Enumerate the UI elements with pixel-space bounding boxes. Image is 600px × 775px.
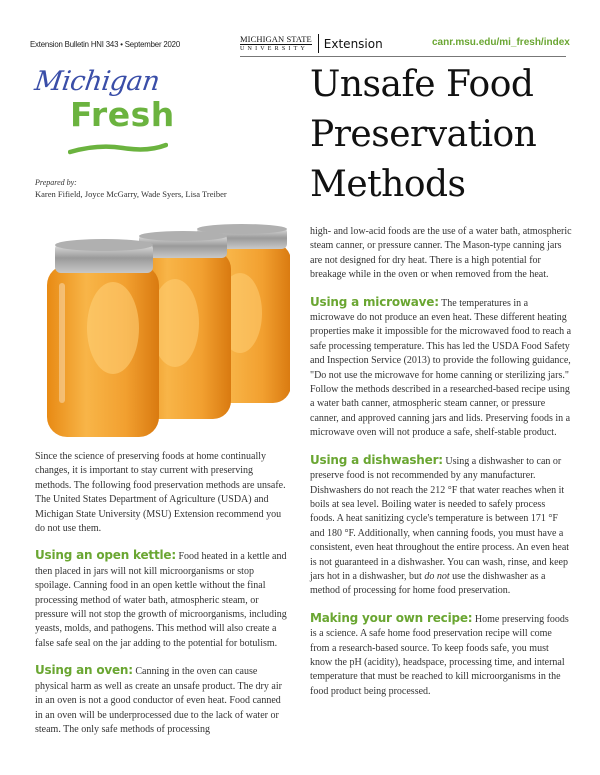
heading-open-kettle: Using an open kettle: <box>35 548 176 563</box>
jar-left <box>47 239 159 437</box>
body-dishwasher-2: use the dishwasher as a method of processing for home food preservation. <box>310 570 546 597</box>
website-link[interactable]: canr.msu.edu/mi_fresh/index <box>432 37 570 48</box>
authors-list: Karen Fifield, Joyce McGarry, Wade Syers, Lisa Treiber <box>35 189 227 199</box>
logo-fresh-text: Fresh <box>70 95 175 134</box>
heading-oven: Using an oven: <box>35 663 133 678</box>
intro-paragraph: Since the science of preserving foods at home continually changes, it is important to stay current with preserving methods. The following food preservation methods are unsafe. The United States Department of Agriculture (USDA) and Michigan State University (MSU) Extension recommend you do not use them. <box>35 451 286 535</box>
heading-recipe: Making your own recipe: <box>310 610 473 625</box>
logo-michigan-text: Michigan <box>32 66 162 97</box>
heading-microwave: Using a microwave: <box>310 294 439 309</box>
bulletin-info: Extension Bulletin HNI 343 • September 2020 <box>30 39 181 49</box>
title-line-1: Unsafe Food <box>310 64 534 105</box>
title-line-2: Preservation <box>310 114 537 155</box>
title-line-3: Methods <box>310 164 466 205</box>
logo-divider <box>318 34 319 53</box>
body-oven: Canning in the oven can cause physical harm as well as create an unsafe product. The dry air in an oven is not a good conductor of even heat. Food canned in an oven will be underprocessed due to the lack of water or steam. The only safe methods of processing <box>35 666 282 735</box>
left-column <box>35 450 290 749</box>
body-dishwasher-1: Using a dishwasher to can or preserve food is not recommended by any manufacturer. Dishwashers do not reach the 212 °F that water reaches when it boils at sea level. Boiling water is needed to safely process foods. A heat sanitizing cycle's temperature is between 171 °F and 180 °F. Additionally, when canning foods, you must have a consistent, even heat throughout the entire process. An even heat is not guaranteed in a dishwasher. You can wash, rinse, and keep jars hot in a dishwasher, but <box>310 455 570 582</box>
michigan-fresh-logo <box>32 62 175 157</box>
section-recipe <box>310 611 572 699</box>
body-open-kettle: Food heated in a kettle and then placed in jars will not kill microorganisms or stop spoilage. Canning food in an open kettle without the final processing method of water bath, atmospheric steam, or pressure will not stop the growth of microorganisms, including yeasts, molds, and pathogens. This method will also create a false safe seal on the jar adding to the potential for botulism. <box>35 551 287 649</box>
section-oven <box>35 663 290 737</box>
section-open-kettle <box>35 548 290 651</box>
prepared-by-label: Prepared by: <box>35 178 77 187</box>
canned-peaches-photo <box>25 213 290 443</box>
body-dishwasher-emphasis: do not <box>424 570 450 582</box>
msu-wordmark-top: MICHIGAN STATE <box>240 33 312 44</box>
body-microwave: The temperatures in a microwave do not produce an even heat. These different heating properties make it impossible for the microwaved food to reach a safe processing temperature. This has led the USDA Food Safety and Inspection Service (2013) to provide the following guidance, "Do not use the microwave for home canning or sterilizing jars." Follow the methods described in a researched-based recipe using a water bath canner, atmospheric steam canner, or pressure canner, and approved canning jars and lids. Preserving foods in a microwave oven will not produce a safe, shelf-stable product. <box>310 297 572 439</box>
msu-wordmark <box>240 35 312 53</box>
section-dishwasher <box>310 453 572 599</box>
msu-wordmark-bottom: UNIVERSITY <box>240 46 308 53</box>
section-microwave <box>310 295 572 441</box>
header-rule <box>240 56 566 57</box>
oven-continued: high- and low-acid foods are the use of a water bath, atmospheric steam canner, or pressure canner. The Mason-type canning jars are not designed for dry heat. There is a high potential for breakage while in the oven or when removed from the heat. <box>310 226 572 281</box>
body-recipe: Home preserving foods is a science. A safe home food preservation recipe will come from a research-based source. To keep foods safe, you must know the pH (acidity), headspace, processing time, and internal temperature that must be reached to kill microorganisms in the food product being processed. <box>310 613 569 697</box>
document-title <box>310 60 536 210</box>
heading-dishwasher: Using a dishwasher: <box>310 452 443 467</box>
right-column <box>310 225 572 711</box>
logo-swoosh-icon <box>68 142 168 156</box>
msu-extension-logo <box>240 34 383 53</box>
extension-label: Extension <box>323 36 383 51</box>
